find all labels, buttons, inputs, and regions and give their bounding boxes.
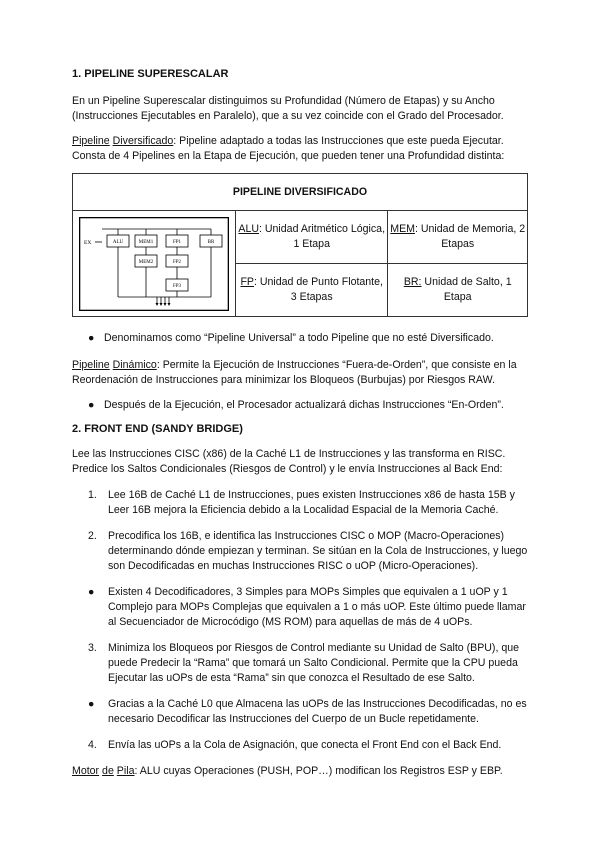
dinamico-definition: : Permite la Ejecución de Instrucciones “Fuera-de-Orden”, que consiste en la Reordenación de Instrucciones para minimizar los Bloqueos (Burbujas) por Riesgos RAW. xyxy=(72,359,517,386)
cell-alu: ALU: Unidad Aritmético Lógica, 1 Etapa xyxy=(236,211,388,264)
svg-text:FP1: FP1 xyxy=(172,239,182,245)
diagram-cell xyxy=(73,211,236,317)
section2-title: 2. FRONT END (SANDY BRIDGE) xyxy=(72,423,243,435)
list-marker: ● xyxy=(88,698,95,710)
list-item: 3. Minimiza los Bloqueos por Riesgos de Control mediante su Unidad de Salto (BPU), que puede Predecir la “Rama” que tomará un Salto Condicional. Permite que la CPU pueda Ejecutar las uOPs de esta “Rama” sin que conozca el Resultado de ese Salto. xyxy=(88,642,520,684)
term-pila: Pila xyxy=(116,765,135,777)
term-pipeline: Pipeline xyxy=(72,135,110,147)
front-end-steps-list xyxy=(72,488,528,753)
svg-text:BR: BR xyxy=(207,239,215,245)
motor-de-pila-paragraph xyxy=(72,764,528,779)
pipeline-diversificado-paragraph xyxy=(72,134,528,164)
term-diversificado: Diversificado xyxy=(112,135,174,147)
bullet-icon: ● xyxy=(88,332,95,344)
section1-intro: En un Pipeline Superescalar distinguimos su Profundidad (Número de Etapas) y su Ancho (Instrucciones Ejecutables en Paralelo), que a su vez coincide con el Grado del Procesador. xyxy=(72,95,504,122)
section2-intro: Lee las Instrucciones CISC (x86) de la Caché L1 de Instrucciones y las transforma en RISC. Predice los Saltos Condicionales (Riesgos de Control) y le envía Instrucciones al Back End: xyxy=(72,448,506,475)
svg-text:MEM2: MEM2 xyxy=(138,259,154,265)
bullet-icon: ● xyxy=(88,399,95,411)
term-motor: Motor xyxy=(72,765,100,777)
pipeline-diagram xyxy=(79,217,229,311)
motor-de-pila-definition: : ALU cuyas Operaciones (PUSH, POP…) modifican los Registros ESP y EBP. xyxy=(134,765,503,777)
list-item: 2. Precodifica los 16B, e identifica las Instrucciones CISC o MOP (Macro-Operaciones) determinando dónde empiezan y terminan. Se sitúan en la Cola de Instrucciones, y luego son Decodificadas en muchas Instrucciones RISC o uOP (Micro-Operaciones). xyxy=(88,530,528,572)
svg-text:FP3: FP3 xyxy=(172,283,182,289)
bullet-list-2 xyxy=(72,398,528,413)
list-marker: 1. xyxy=(88,489,97,501)
section1-title: 1. PIPELINE SUPERESCALAR xyxy=(72,68,229,80)
list-marker: 2. xyxy=(88,530,97,542)
term-de: de xyxy=(102,765,114,777)
diversificado-definition: : Pipeline adaptado a todas las Instrucciones que este pueda Ejecutar. Consta de 4 Pipelines en la Etapa de Ejecución, que pueden tener una Profundidad distinta: xyxy=(72,135,505,162)
list-item: ● Gracias a la Caché L0 que Almacena las uOPs de las Instrucciones Decodificadas, no es necesario Decodificar las Instrucciones del Cuerpo de un Bucle repetidamente. xyxy=(88,698,527,725)
pipeline-dinamico-paragraph xyxy=(72,358,528,388)
document-page xyxy=(72,68,528,789)
list-marker: 3. xyxy=(88,642,97,654)
list-item: 4. Envía las uOPs a la Cola de Asignación, que conecta el Front End con el Back End. xyxy=(88,739,502,751)
svg-text:MEM1: MEM1 xyxy=(138,239,154,245)
svg-text:FP2: FP2 xyxy=(172,259,182,265)
pipeline-diversificado-table xyxy=(72,173,528,317)
list-item: ● Existen 4 Decodificadores, 3 Simples para MOPs Simples que equivalen a 1 uOP y 1 Complejo para MOPs Complejas que equivalen a 1 o más uOP. Este último puede llamar al Secuenciador de Microcódigo (MS ROM) para aquellas de más de 4 uOPs. xyxy=(88,586,526,628)
list-item: ● Después de la Ejecución, el Procesador actualizará dichas Instrucciones “En-Orden”. xyxy=(88,399,504,411)
list-marker: ● xyxy=(88,586,95,598)
bullet-list-1 xyxy=(72,331,528,346)
diagram-label-ex: EX xyxy=(84,239,92,246)
list-marker: 4. xyxy=(88,739,97,751)
list-item: 1. Lee 16B de Caché L1 de Instrucciones, pues existen Instrucciones x86 de hasta 15B y Leer 16B mejora la Eficiencia debido a la Localidad Espacial de la Memoria Caché. xyxy=(88,489,515,516)
table-title: PIPELINE DIVERSIFICADO xyxy=(73,174,528,211)
cell-mem: MEM: Unidad de Memoria, 2 Etapas xyxy=(388,211,528,264)
list-item: ● Denominamos como “Pipeline Universal” a todo Pipeline que no esté Diversificado. xyxy=(88,332,494,344)
cell-fp: FP: Unidad de Punto Flotante, 3 Etapas xyxy=(236,264,388,317)
svg-text:ALU: ALU xyxy=(112,239,124,245)
term-pipeline: Pipeline xyxy=(72,359,110,371)
cell-br: BR: Unidad de Salto, 1 Etapa xyxy=(388,264,528,317)
term-dinamico: Dinámico xyxy=(112,359,157,371)
